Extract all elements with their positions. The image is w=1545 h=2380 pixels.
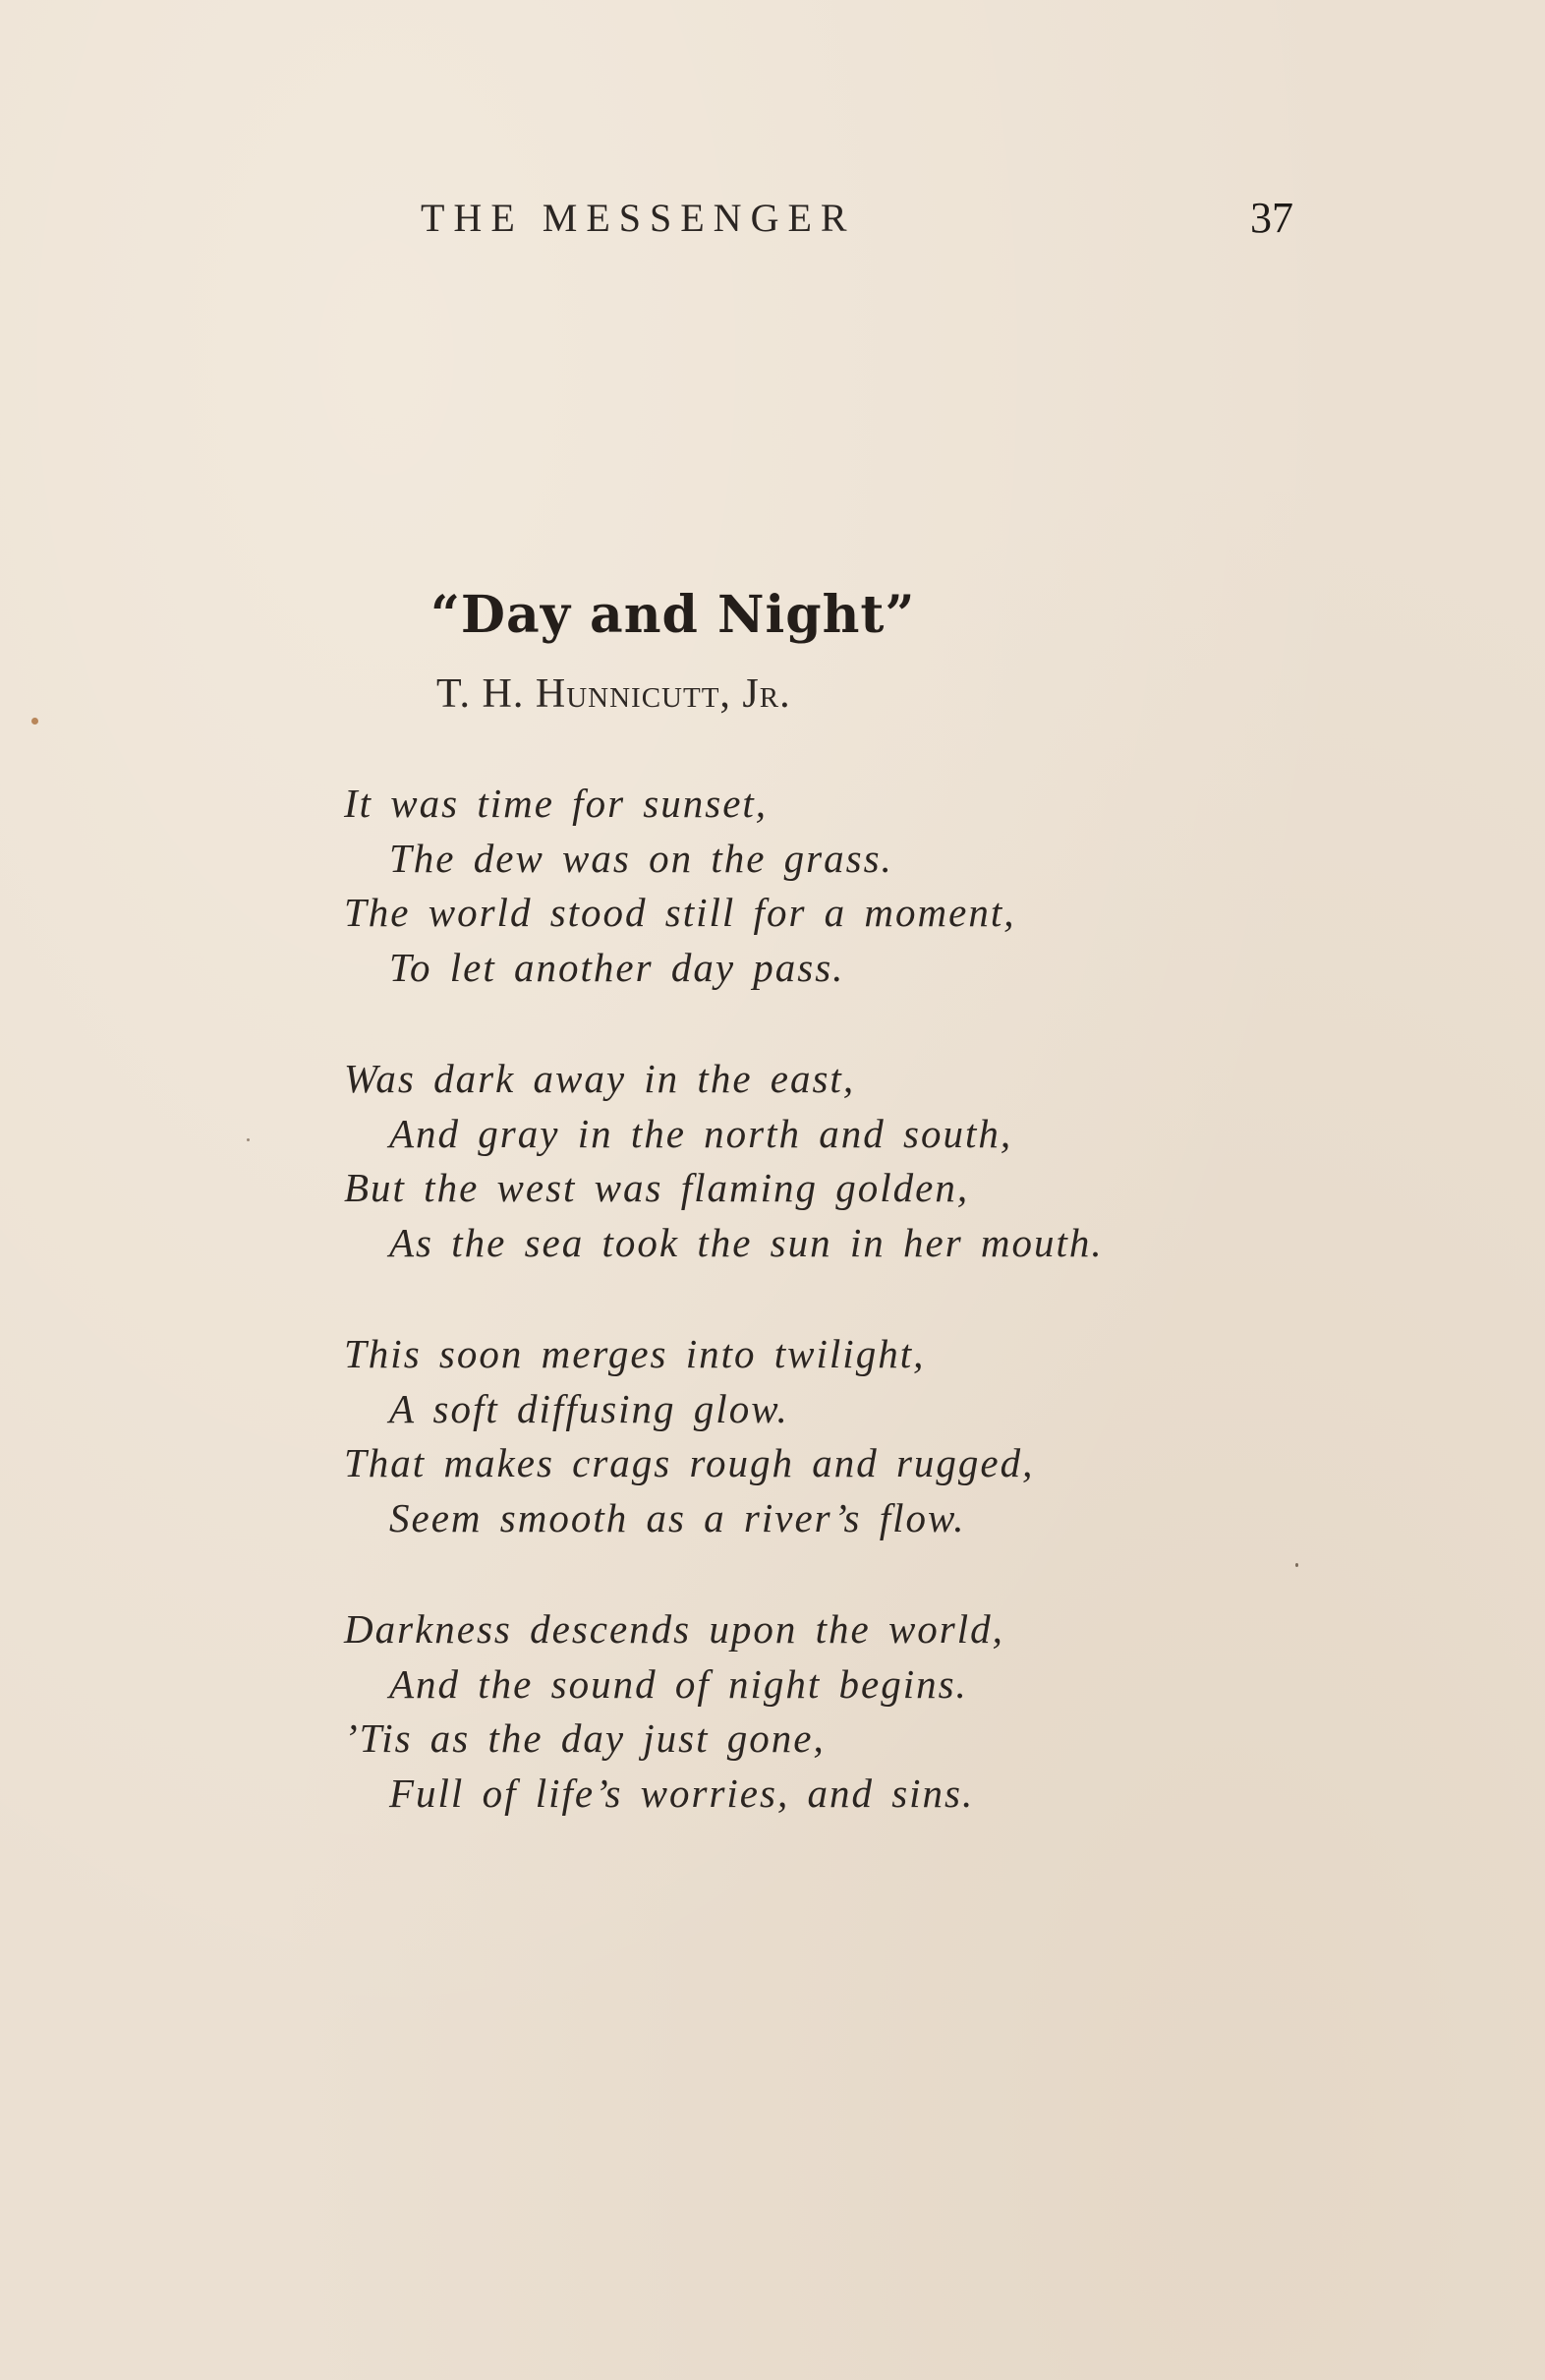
poem-body: [344, 777, 1327, 1878]
poem-line: Seem smooth as a river’s flow.: [389, 1494, 966, 1540]
paper-speck: [1295, 1563, 1298, 1567]
page-number: 37: [1250, 194, 1293, 242]
poem-line: It was time for sunset,: [344, 781, 769, 826]
poem-line: The dew was on the grass.: [389, 835, 893, 881]
poem-line: And the sound of night begins.: [389, 1660, 968, 1707]
poem-line: Full of life’s worries, and sins.: [389, 1770, 975, 1816]
poem-author: [436, 670, 791, 718]
stanza-4: [344, 1602, 1327, 1821]
poem-line: And gray in the north and south,: [389, 1110, 1013, 1156]
running-head: [0, 195, 1545, 254]
stanza-3: [344, 1327, 1327, 1545]
author-initials: T. H.: [436, 671, 536, 717]
poem-line: Darkness descends upon the world,: [344, 1606, 1004, 1652]
author-surname: Hunnicutt, Jr.: [535, 671, 791, 717]
poem-line: ’Tis as the day just gone,: [344, 1715, 826, 1761]
paper-speck: [31, 718, 38, 725]
poem-line: But the west was flaming golden,: [344, 1165, 970, 1210]
stanza-2: [344, 1052, 1327, 1270]
poem-line: Was dark away in the east,: [344, 1056, 856, 1101]
paper-speck: [247, 1138, 250, 1141]
running-title: THE MESSENGER: [421, 196, 856, 240]
poem-line: To let another day pass.: [389, 944, 845, 990]
poem-line: This soon merges into twilight,: [344, 1331, 926, 1376]
poem-line: That makes crags rough and rugged,: [344, 1440, 1035, 1485]
poem-line: A soft diffusing glow.: [389, 1385, 789, 1431]
stanza-1: [344, 777, 1327, 995]
poem-line: The world stood still for a moment,: [344, 890, 1016, 935]
poem-line: As the sea took the sun in her mouth.: [389, 1219, 1104, 1265]
poem-title: “Day and Night”: [430, 585, 916, 645]
